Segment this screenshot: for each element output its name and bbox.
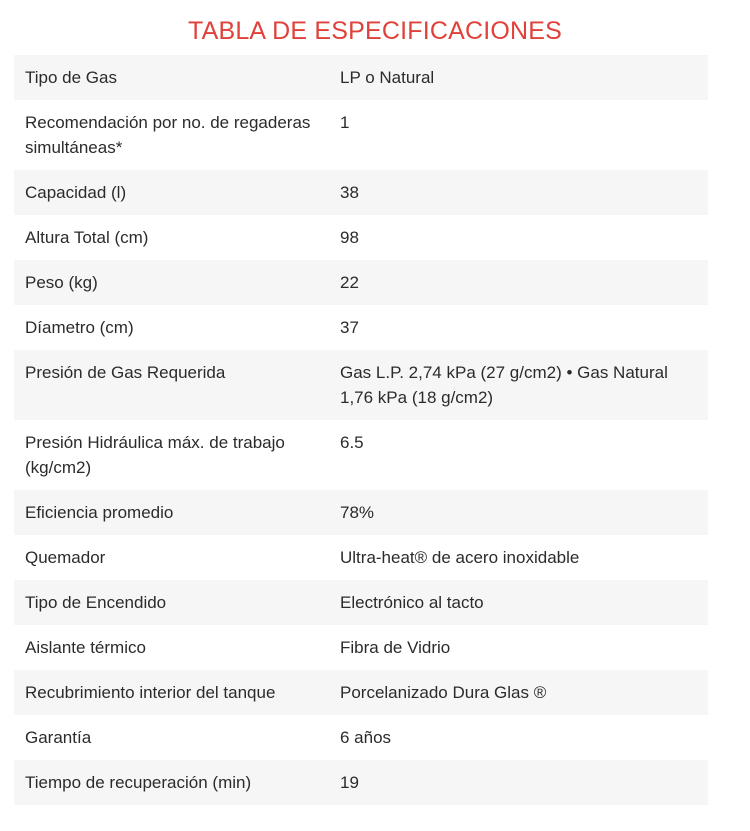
spec-value: Electrónico al tacto <box>340 593 484 612</box>
table-row <box>14 260 708 305</box>
spec-table-body <box>14 55 708 805</box>
spec-label: Tiempo de recuperación (min) <box>25 773 252 792</box>
table-row <box>14 670 708 715</box>
spec-value: Fibra de Vidrio <box>340 638 451 657</box>
table-row <box>14 305 708 350</box>
spec-label: Tipo de Gas <box>25 68 117 87</box>
spec-label: Tipo de Encendido <box>25 593 167 612</box>
spec-label: Eficiencia promedio <box>25 503 174 522</box>
table-row <box>14 490 708 535</box>
table-row <box>14 170 708 215</box>
spec-label: Peso (kg) <box>25 273 98 292</box>
spec-label: Altura Total (cm) <box>25 228 149 247</box>
table-row <box>14 535 708 580</box>
table-row <box>14 715 708 760</box>
page-title: TABLA DE ESPECIFICACIONES <box>187 17 563 45</box>
table-row <box>14 760 708 805</box>
table-row <box>14 420 708 490</box>
table-row <box>14 100 708 170</box>
spec-value: Gas L.P. 2,74 kPa (27 g/cm2) • Gas Natural 1,76 kPa (18 g/cm2) <box>340 363 668 407</box>
spec-value: 19 <box>340 773 359 792</box>
table-row <box>14 215 708 260</box>
spec-label: Presión de Gas Requerida <box>25 363 226 382</box>
spec-label: Presión Hidráulica máx. de trabajo (kg/cm2) <box>25 433 285 477</box>
spec-value: 37 <box>340 318 359 337</box>
spec-value: Ultra-heat® de acero inoxidable <box>340 548 580 567</box>
spec-label: Quemador <box>25 548 106 567</box>
spec-table <box>14 55 708 805</box>
spec-label: Aislante térmico <box>25 638 146 657</box>
spec-value: 1 <box>340 113 350 132</box>
table-row <box>14 55 708 100</box>
spec-label: Capacidad (l) <box>25 183 127 202</box>
table-row <box>14 350 708 420</box>
spec-value: 38 <box>340 183 359 202</box>
spec-value: Porcelanizado Dura Glas ® <box>340 683 547 702</box>
table-row <box>14 580 708 625</box>
spec-value: 6.5 <box>340 433 364 452</box>
spec-value: 78% <box>340 503 375 522</box>
spec-label: Recomendación por no. de regaderas simultáneas* <box>25 113 311 157</box>
spec-value: 22 <box>340 273 359 292</box>
spec-value: 6 años <box>340 728 392 747</box>
spec-value: 98 <box>340 228 359 247</box>
spec-value: LP o Natural <box>340 68 435 87</box>
spec-label: Recubrimiento interior del tanque <box>25 683 276 702</box>
spec-label: Díametro (cm) <box>25 318 134 337</box>
table-row <box>14 625 708 670</box>
spec-label: Garantía <box>25 728 92 747</box>
